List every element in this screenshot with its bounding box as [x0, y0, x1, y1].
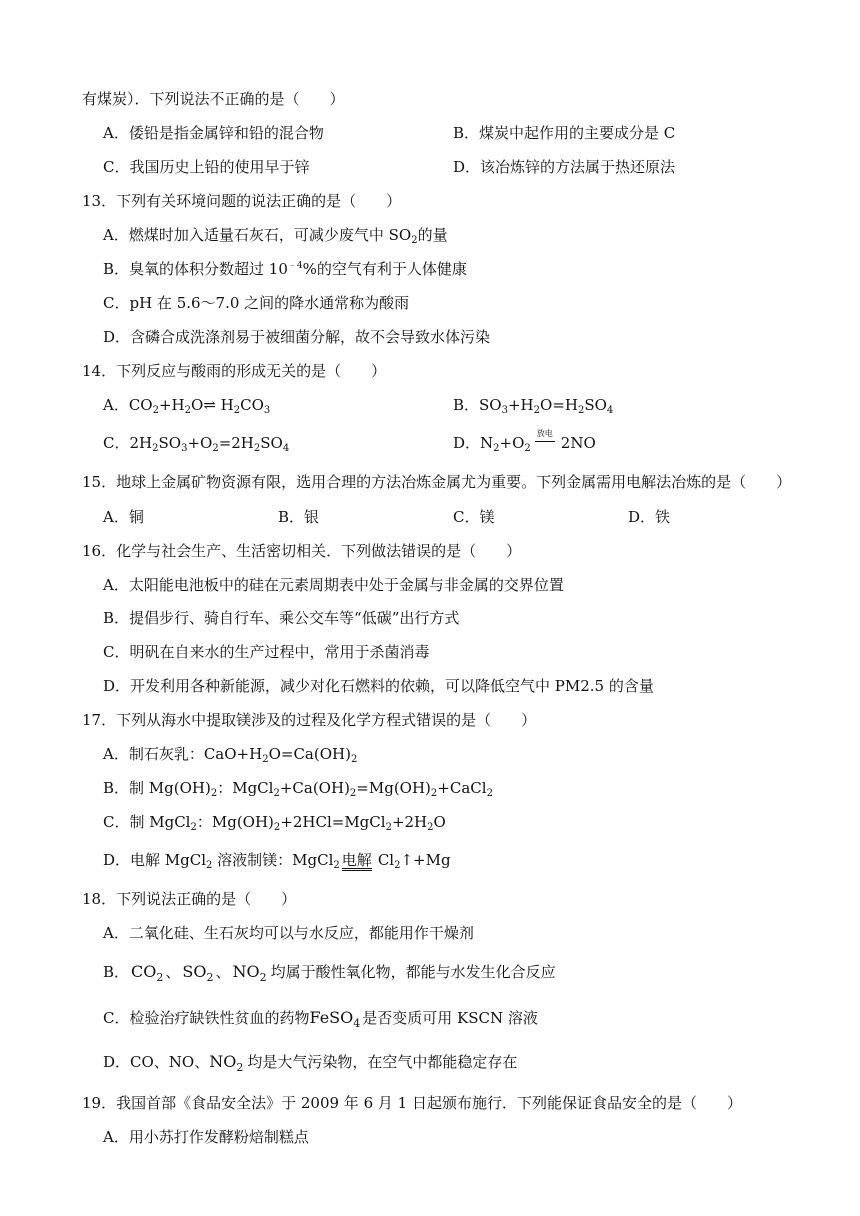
formula-subscript: 2: [524, 443, 531, 454]
reaction-condition-electrolysis: 电解: [341, 851, 372, 869]
formula-text: =2H: [218, 434, 254, 452]
option-14-d: D．$N_2+O_2$ 放电 2NO: [453, 433, 596, 453]
formula-text: O=Ca(OH): [268, 745, 351, 763]
formula-subscript: 2: [430, 788, 438, 799]
question-15-stem: 15．地球上金属矿物资源有限，选用合理的方法冶炼金属尤为重要。下列金属需用电解法冶炼的是（ ）: [82, 473, 792, 491]
formula-subscript: 2: [493, 443, 500, 454]
formula-subscript: 2: [152, 443, 159, 454]
formula-subscript: 2: [349, 788, 357, 799]
formula-subscript: 2: [273, 788, 280, 799]
formula-subscript: 2: [233, 405, 241, 416]
option-14-b: [453, 395, 613, 415]
option-14-c: [103, 433, 289, 453]
question-18-stem: 18．下列说法正确的是（ ）: [82, 890, 297, 908]
formula-subscript: 2: [210, 788, 218, 799]
question-16-stem: 16．化学与社会生产、生活密切相关．下列做法错误的是（ ）: [82, 542, 522, 560]
formula-subscript: 3: [501, 405, 508, 416]
question-14-stem: 14．下列反应与酸雨的形成无关的是（ ）: [82, 362, 387, 380]
option-12-d: D．该冶炼锌的方法属于热还原法: [453, 158, 676, 176]
option-18-b: B． $CO_2$ 、 $SO_2$ 、 $NO_2$ 均属于酸性氧化物，都能与水发生化合反应: [103, 962, 556, 984]
formula-subscript: 2: [577, 405, 585, 416]
formula-text: C．2H: [103, 434, 153, 452]
formula-text: SO: [158, 434, 182, 452]
option-13-c: C．pH 在 5.6～7.0 之间的降水通常称为酸雨: [103, 294, 410, 312]
formula-text: SO: [260, 434, 283, 452]
option-17-c: [103, 812, 446, 832]
formula-text: SO: [584, 396, 607, 414]
formula-text: Cl: [377, 851, 395, 869]
option-17-b: [103, 778, 493, 798]
formula-text: ↑+Mg: [400, 851, 451, 869]
option-15-d: D．铁: [628, 508, 671, 526]
formula-subscript: 4: [282, 443, 290, 454]
formula-text: B．SO: [453, 396, 502, 414]
formula-subscript: 2: [190, 822, 197, 833]
formula-subscript: 2: [533, 405, 541, 416]
formula-text: A．制石灰乳：CaO+H: [103, 745, 263, 763]
formula-text: +O: [187, 434, 213, 452]
formula-text: C．制 MgCl: [103, 813, 191, 831]
formula-subscript: 2: [206, 860, 213, 871]
formula-subscript: 3: [181, 443, 188, 454]
formula-text: ：MgCl: [217, 779, 274, 797]
formula-subscript: 2: [152, 405, 159, 416]
formula-subscript: 3: [263, 405, 271, 416]
option-14-a: [103, 395, 270, 415]
option-15-b: B．银: [278, 508, 320, 526]
option-16-d: D．开发利用各种新能源，减少对化石燃料的依赖，可以降低空气中 PM2.5 的含量: [103, 677, 654, 695]
formula-subscript: 2: [350, 754, 358, 765]
formula-subscript: 4: [606, 405, 614, 416]
option-16-c: C．明矾在自来水的生产过程中，常用于杀菌消毒: [103, 643, 430, 661]
formula-text: +CaCl: [437, 779, 487, 797]
option-18-a: A．二氧化硅、生石灰均可以与水反应，都能用作干燥剂: [103, 924, 474, 942]
formula-subscript: 2: [385, 822, 392, 833]
option-16-a: A．太阳能电池板中的硅在元素周期表中处于金属与非金属的交界位置: [103, 576, 564, 594]
option-15-c: C．镁: [453, 508, 495, 526]
formula-text: A．CO: [103, 396, 153, 414]
formula-text: +Ca(OH): [279, 779, 350, 797]
option-13-b: B．臭氧的体积分数超过 $10^{﹣4}\%$的空气有利于人体健康: [103, 260, 467, 278]
option-17-a: [103, 744, 357, 764]
formula-text: ：Mg(OH): [196, 813, 274, 831]
formula-text: O: [433, 813, 446, 831]
reaction-condition-discharge: 放电: [536, 429, 553, 438]
option-17-d: [103, 850, 451, 871]
formula-subscript: 2: [273, 822, 281, 833]
formula-text: +H: [507, 396, 534, 414]
formula-text: 溶液制镁：MgCl: [212, 851, 334, 869]
question-17-stem: 17．下列从海水中提取镁涉及的过程及化学方程式错误的是（ ）: [82, 711, 537, 729]
formula-text: O=H: [540, 396, 578, 414]
formula-subscript: 2: [184, 405, 192, 416]
formula-text: D．电解 MgCl: [103, 851, 207, 869]
formula-subscript: 2: [333, 860, 340, 871]
question-12-continuation: 有煤炭）．下列说法不正确的是（ ）: [82, 90, 345, 108]
formula-subscript: 2: [427, 822, 434, 833]
question-19-stem: 19．我国首部《食品安全法》于 2009 年 6 月 1 日起颁布施行．下列能保证食品安全的是（ ）: [82, 1094, 742, 1112]
formula-text: +2HCl=MgCl: [280, 813, 386, 831]
option-15-a: A．铜: [103, 508, 144, 526]
formula-text: D．N: [453, 434, 494, 452]
option-16-b: B．提倡步行、骑自行车、乘公交车等“低碳”出行方式: [103, 609, 460, 627]
option-12-c: C．我国历史上铅的使用早于锌: [103, 158, 310, 176]
formula-subscript: 2: [253, 443, 261, 454]
formula-text: CO: [240, 396, 264, 414]
formula-subscript: 2: [394, 860, 401, 871]
formula-text: +2H: [391, 813, 428, 831]
formula-text: +O: [499, 434, 525, 452]
option-12-b: B．煤炭中起作用的主要成分是 C: [453, 124, 676, 142]
option-13-a: A．燃煤时加入适量石灰石，可减少废气中 $SO_2$的量: [103, 226, 448, 246]
option-12-a: A．倭铅是指金属锌和铅的混合物: [103, 124, 324, 142]
formula-text: +H: [158, 396, 185, 414]
formula-subscript: 2: [486, 788, 493, 799]
formula-subscript: 2: [212, 443, 219, 454]
formula-subscript: 2: [262, 754, 269, 765]
formula-text: B．制 Mg(OH): [103, 779, 211, 797]
option-18-d: D．CO、NO、$NO_2$ 均是大气污染物，在空气中都能稳定存在: [103, 1052, 518, 1074]
option-19-a: A．用小苏打作发酵粉焙制糕点: [103, 1128, 309, 1146]
option-18-c: C．检验治疗缺铁性贫血的药物FeSO$_4$ 是否变质可用 KSCN 溶液: [103, 1008, 538, 1030]
option-13-d: D．含磷合成洗涤剂易于被细菌分解，故不会导致水体污染: [103, 328, 491, 346]
formula-text: =Mg(OH): [356, 779, 431, 797]
formula-text: O⇌ H: [191, 396, 234, 414]
question-13-stem: 13．下列有关环境问题的说法正确的是（ ）: [82, 192, 402, 210]
